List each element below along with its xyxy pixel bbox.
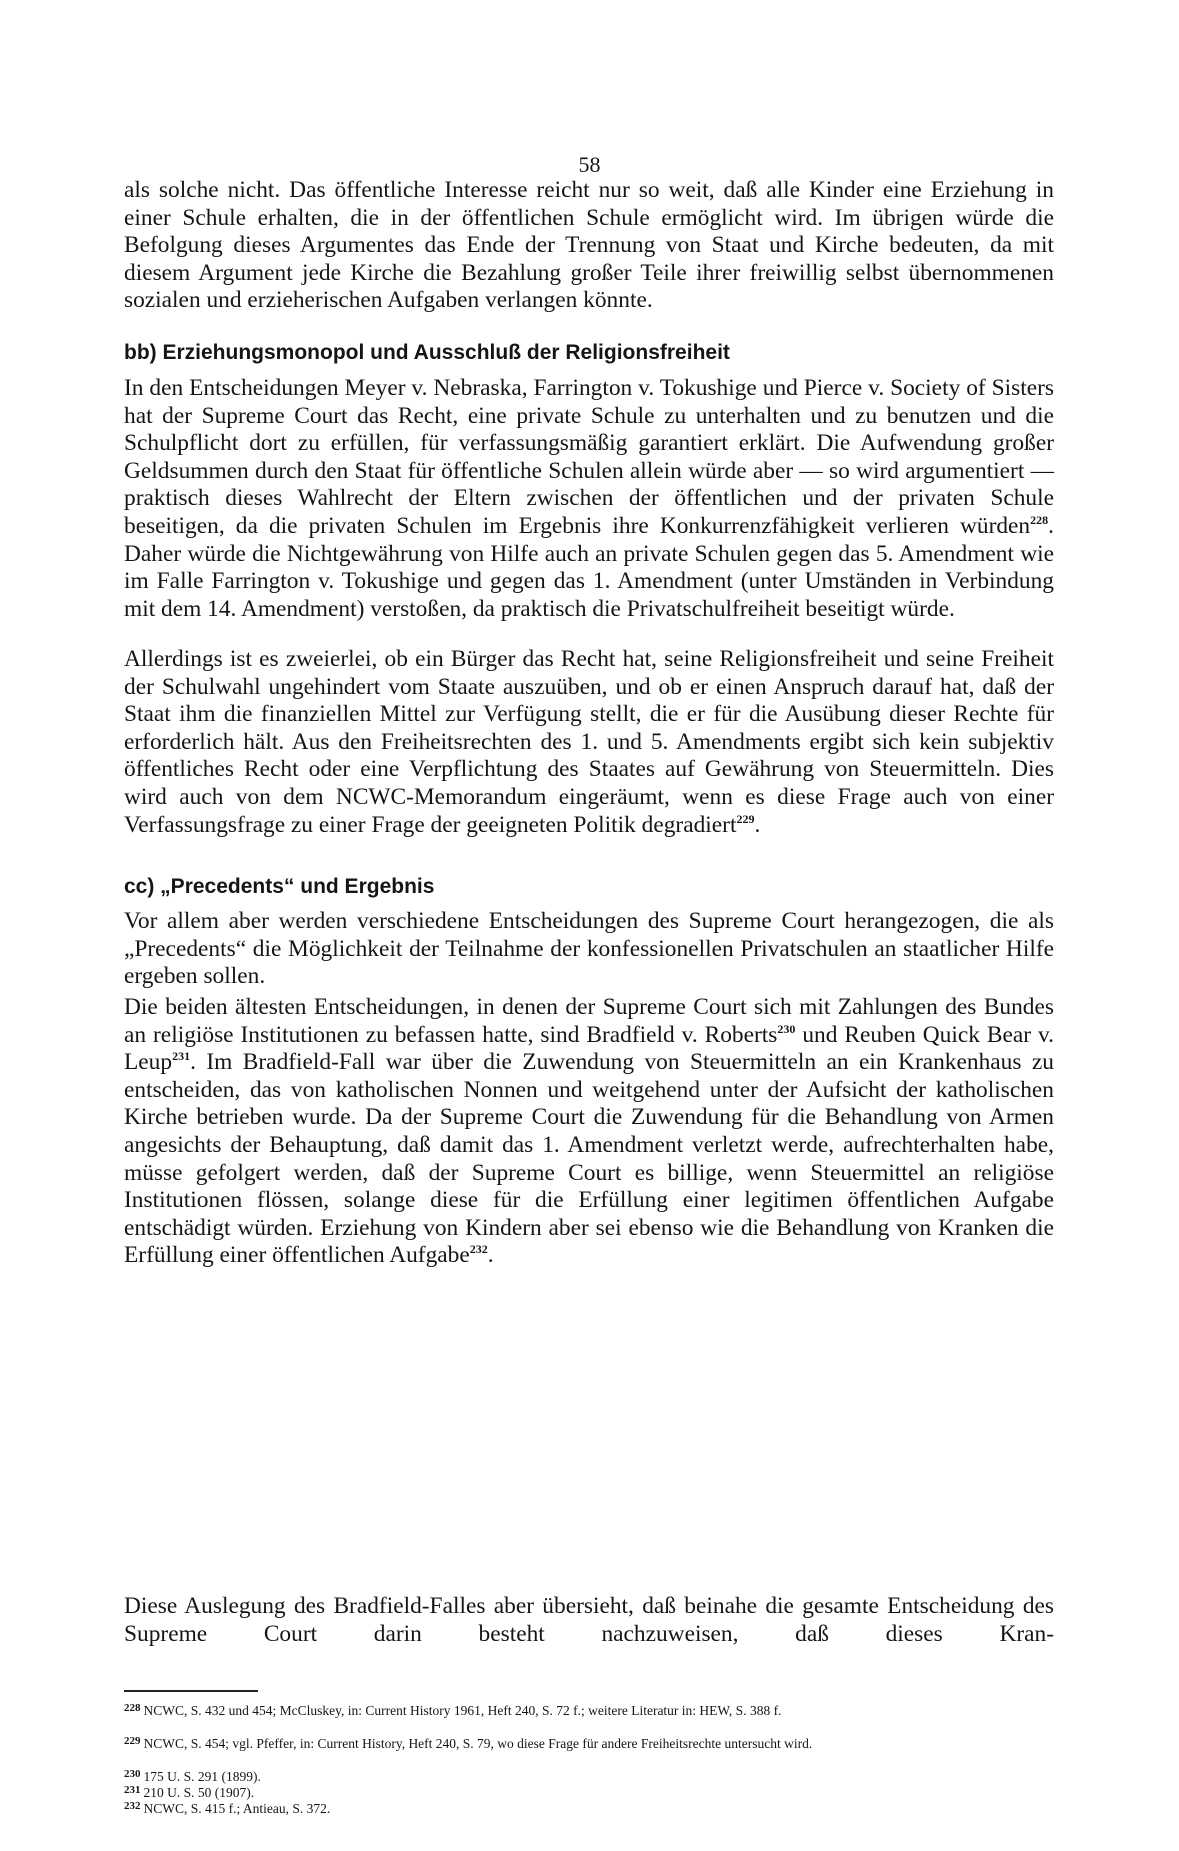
paragraph-2 <box>124 375 1054 623</box>
heading-cc: cc) „Precedents“ und Ergebnis <box>124 875 435 898</box>
footnote-ref-231: 231 <box>172 1049 191 1064</box>
paragraph-3 <box>124 646 1054 839</box>
footnote-232 <box>124 1799 1054 1817</box>
footnote-ref-229: 229 <box>736 811 755 826</box>
footnote-text: 210 U. S. 50 (1907). <box>143 1785 255 1800</box>
paragraph-1-text: als solche nicht. Das öffentliche Interesse reicht nur so weit, daß alle Kinder eine Erziehung in einer Schule erhalten, die in der öffentlichen Schule ermöglicht wird. Im übrigen würde die Befolgung dieses Argumentes das Ende der Trennung von Staat und Kirche bedeuten, da mit diesem Argument jede Kirche die Bezahlung großer Teile ihrer freiwillig selbst übernommenen sozialen und erzieherischen Aufgaben verlangen könnte. <box>124 177 1054 314</box>
paragraph-6 <box>124 1593 1054 1648</box>
paragraph-6-text: Diese Auslegung des Bradfield-Falles aber übersieht, daß beinahe die gesamte Entscheidung des Supreme Court darin besteht nachzuweisen, daß dieses Kran- <box>124 1593 1054 1647</box>
footnote-ref-230: 230 <box>777 1021 796 1036</box>
paragraph-2-text-a: In den Entscheidungen Meyer v. Nebraska, Farrington v. Tokushige und Pierce v. Society of Sisters hat der Supreme Court das Recht, eine private Schule zu unterhalten und zu benutzen und die Schulpflicht dort zu erfüllen, für verfassungsmäßig garantiert erklärt. Die Aufwendung großer Geldsummen durch den Staat für öffentliche Schulen allein würde aber — so wird argumentiert — praktisch dieses Wahlrecht der Eltern zwischen der öffentlichen und der privaten Schule beseitigen, da die privaten Schulen im Ergebnis ihre Konkurrenzfähigkeit verlieren würden <box>124 375 1054 539</box>
paragraph-5-text-a: Die beiden ältesten Entscheidungen, in denen der Supreme Court sich mit Zahlungen des Bundes an religiöse Institutionen zu befassen hatte, sind Bradfield v. Roberts <box>124 994 1054 1048</box>
footnote-number: 230 <box>124 1768 141 1780</box>
footnote-number: 231 <box>124 1784 141 1796</box>
paragraph-5 <box>124 994 1054 1270</box>
footnote-ref-228: 228 <box>1030 512 1049 527</box>
paragraph-2-text-b: . Daher würde die Nichtgewährung von Hilfe auch an private Schulen gegen das 5. Amendment wie im Falle Farrington v. Tokushige und gegen das 1. Amendment (unter Umständen in Verbindung mit dem 14. Amendment) verstoßen, da praktisch die Privatschulfreiheit beseitigt würde. <box>124 512 1054 622</box>
footnote-text: NCWC, S. 432 und 454; McCluskey, in: Current History 1961, Heft 240, S. 72 f.; weitere Literatur in: HEW, S. 388 f. <box>143 1703 782 1718</box>
paragraph-4-text: Vor allem aber werden verschiedene Entscheidungen des Supreme Court herangezogen, die als „Precedents“ die Möglichkeit der Teilnahme der konfessionellen Privatschulen an staatlicher Hilfe ergeben sollen. <box>124 908 1054 990</box>
footnote-divider <box>124 1690 258 1692</box>
footnote-number: 229 <box>124 1735 141 1747</box>
paragraph-5-text-d: . <box>487 1242 494 1269</box>
paragraph-5-text-b: und Reuben Quick Bear v. Leup <box>124 1021 1054 1076</box>
footnote-ref-232: 232 <box>469 1242 488 1257</box>
paragraph-4 <box>124 908 1054 991</box>
footnote-229 <box>124 1734 1054 1752</box>
footnote-text: 175 U. S. 291 (1899). <box>143 1769 261 1784</box>
footnote-number: 232 <box>124 1800 141 1812</box>
paragraph-3-text-a: Allerdings ist es zweierlei, ob ein Bürger das Recht hat, seine Religionsfreiheit und seine Freiheit der Schulwahl ungehindert vom Staate auszuüben, und ob er einen Anspruch darauf hat, daß der Staat ihm die finanziellen Mittel zur Verfügung stellt, die er für die Ausübung dieser Rechte für erforderlich hält. Aus den Freiheitsrechten des 1. und 5. Amendments ergibt sich kein subjektiv öffentliches Recht oder eine Verpflichtung des Staates auf Gewährung von Steuermitteln. Dies wird auch von dem NCWC-Memorandum eingeräumt, wenn es diese Frage auch von einer Verfassungsfrage zu einer Frage der geeigneten Politik degradiert <box>124 646 1054 838</box>
footnote-text: NCWC, S. 415 f.; Antieau, S. 372. <box>143 1801 331 1816</box>
paragraph-3-text-b: . <box>754 811 761 838</box>
page-number: 58 <box>578 152 601 177</box>
footnote-228 <box>124 1701 1054 1719</box>
footnote-text: NCWC, S. 454; vgl. Pfeffer, in: Current History, Heft 240, S. 79, wo diese Frage für andere Freiheitsrechte untersucht wird. <box>143 1736 813 1751</box>
paragraph-5-text-c: . Im Bradfield-Fall war über die Zuwendung von Steuermitteln an ein Krankenhaus zu entscheiden, das von katholischen Nonnen und weitgehend unter der Aufsicht der katholischen Kirche betrieben wurde. Da der Supreme Court die Zuwendung für die Behandlung von Armen angesichts der Behauptung, daß damit das 1. Amendment verletzt werde, aufrechterhalten habe, müsse gefolgert werden, daß der Supreme Court es billige, wenn Steuermittel an religiöse Institutionen flössen, solange diese für die Erfüllung einer legitimen öffentlichen Aufgabe entschädigt würden. Erziehung von Kindern aber sei ebenso wie die Behandlung von Kranken die Erfüllung einer öffentlichen Aufgabe <box>124 1049 1054 1269</box>
heading-bb: bb) Erziehungsmonopol und Ausschluß der Religionsfreiheit <box>124 341 730 364</box>
footnote-230 <box>124 1767 1054 1785</box>
footnote-231 <box>124 1783 1054 1801</box>
footnote-number: 228 <box>124 1702 141 1714</box>
paragraph-1 <box>124 177 1054 315</box>
